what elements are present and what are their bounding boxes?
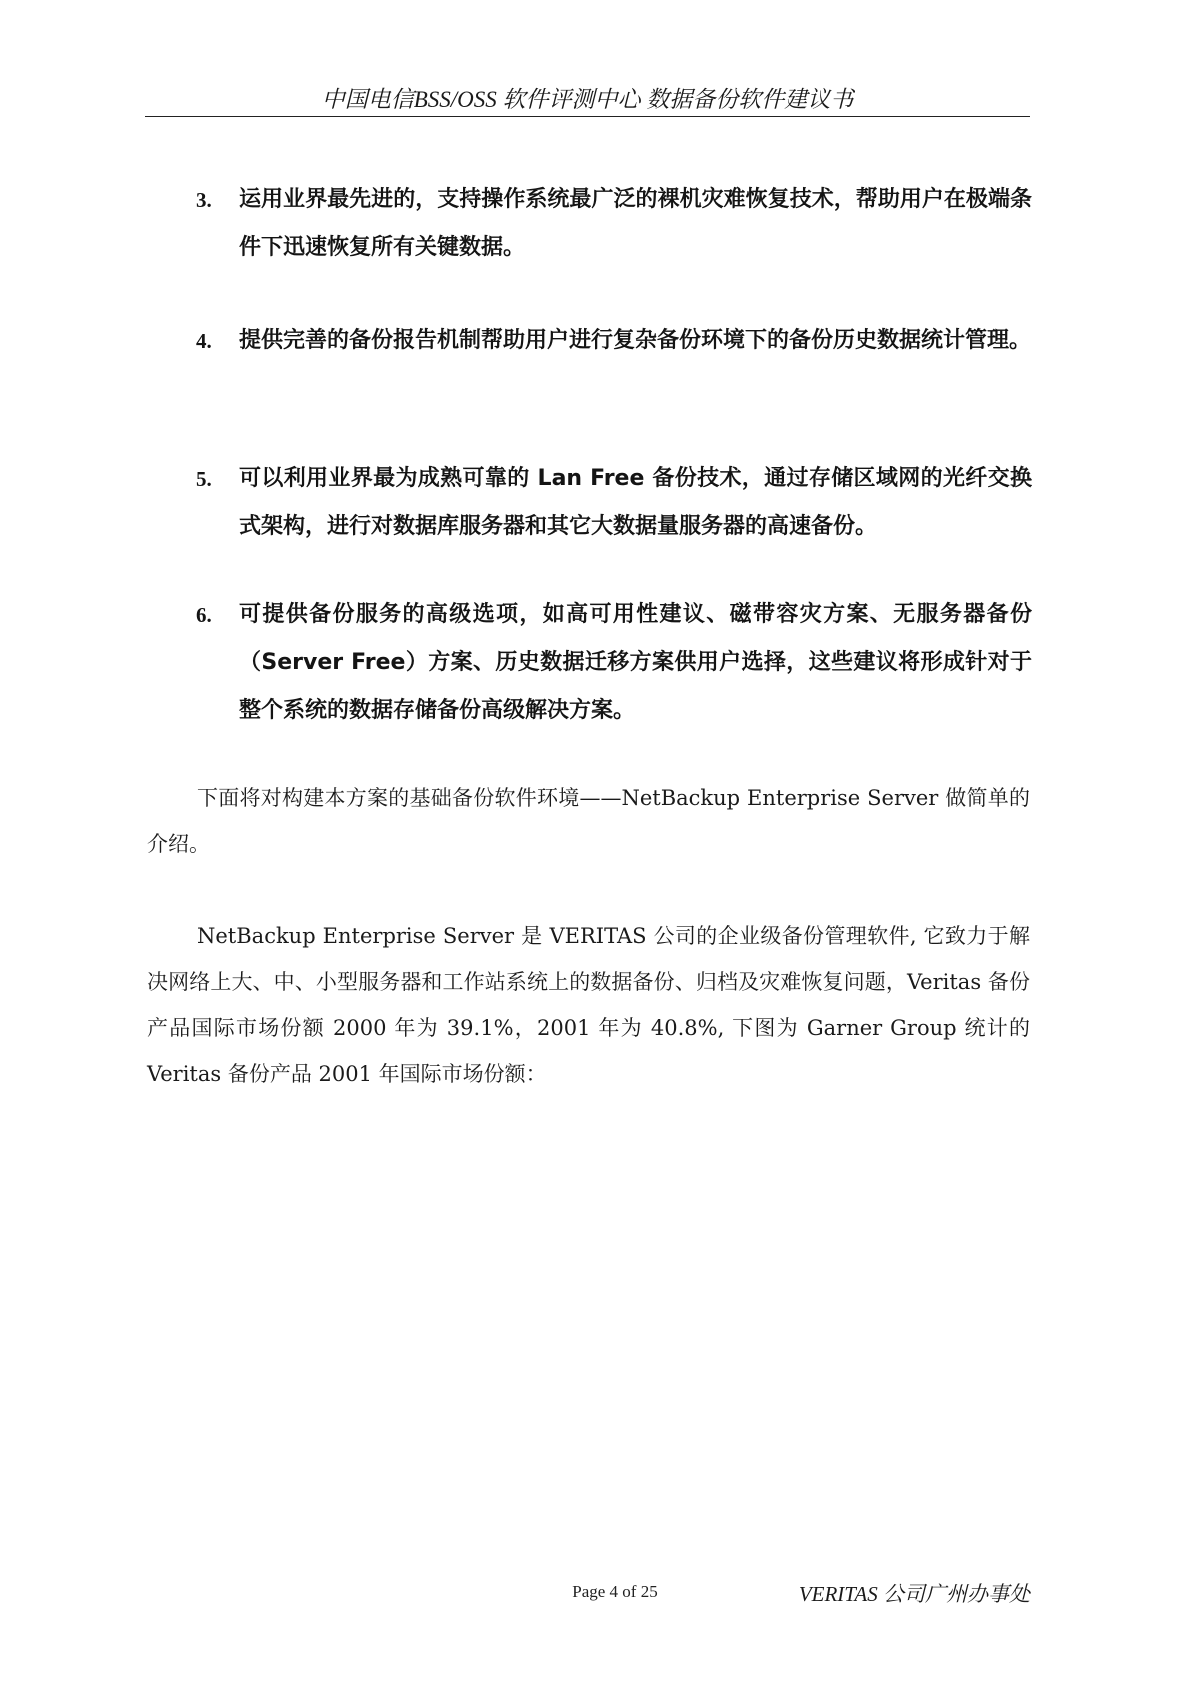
list-item-text: 可提供备份服务的高级选项，如高可用性建议、磁带容灾方案、无服务器备份（Server Free）方案、历史数据迁移方案供用户选择，这些建议将形成针对于整个系统的数据存储备份高级解决方案。 — [239, 602, 1032, 723]
page-header-title: 中国电信BSS/OSS 软件评测中心 数据备份软件建议书 — [321, 87, 854, 112]
list-item-number: 5. — [196, 467, 212, 491]
header-divider — [145, 116, 1030, 117]
list-item-number: 4. — [196, 329, 212, 353]
intro-paragraph: 下面将对构建本方案的基础备份软件环境——NetBackup Enterprise Server 做简单的介绍。 — [147, 786, 1030, 856]
list-item-number: 3. — [196, 188, 212, 212]
list-item-5 — [196, 455, 1032, 551]
list-item-4 — [196, 317, 1032, 365]
netbackup-paragraph: NetBackup Enterprise Server 是 VERITAS 公司的企业级备份管理软件, 它致力于解决网络上大、中、小型服务器和工作站系统上的数据备份、归档及灾难恢复问题，Veritas 备份产品国际市场份额 2000 年为 39.1%，2001 年为 40.8%, 下图为 Garner Group 统计的 Veritas 备份产品 2001 年国际市场份额： — [147, 924, 1030, 1086]
page-number: Page 4 of 25 — [572, 1582, 658, 1601]
footer-office: VERITAS 公司广州办事处 — [798, 1582, 1030, 1606]
list-item-3 — [196, 176, 1032, 272]
list-item-6 — [196, 591, 1032, 735]
list-item-number: 6. — [196, 603, 212, 627]
list-item-text: 提供完善的备份报告机制帮助用户进行复杂备份环境下的备份历史数据统计管理。 — [239, 328, 1032, 353]
list-item-text: 运用业界最先进的，支持操作系统最广泛的裸机灾难恢复技术，帮助用户在极端条件下迅速恢复所有关键数据。 — [239, 187, 1032, 260]
list-item-text: 可以利用业界最为成熟可靠的 Lan Free 备份技术，通过存储区域网的光纤交换式架构，进行对数据库服务器和其它大数据量服务器的高速备份。 — [239, 466, 1032, 539]
